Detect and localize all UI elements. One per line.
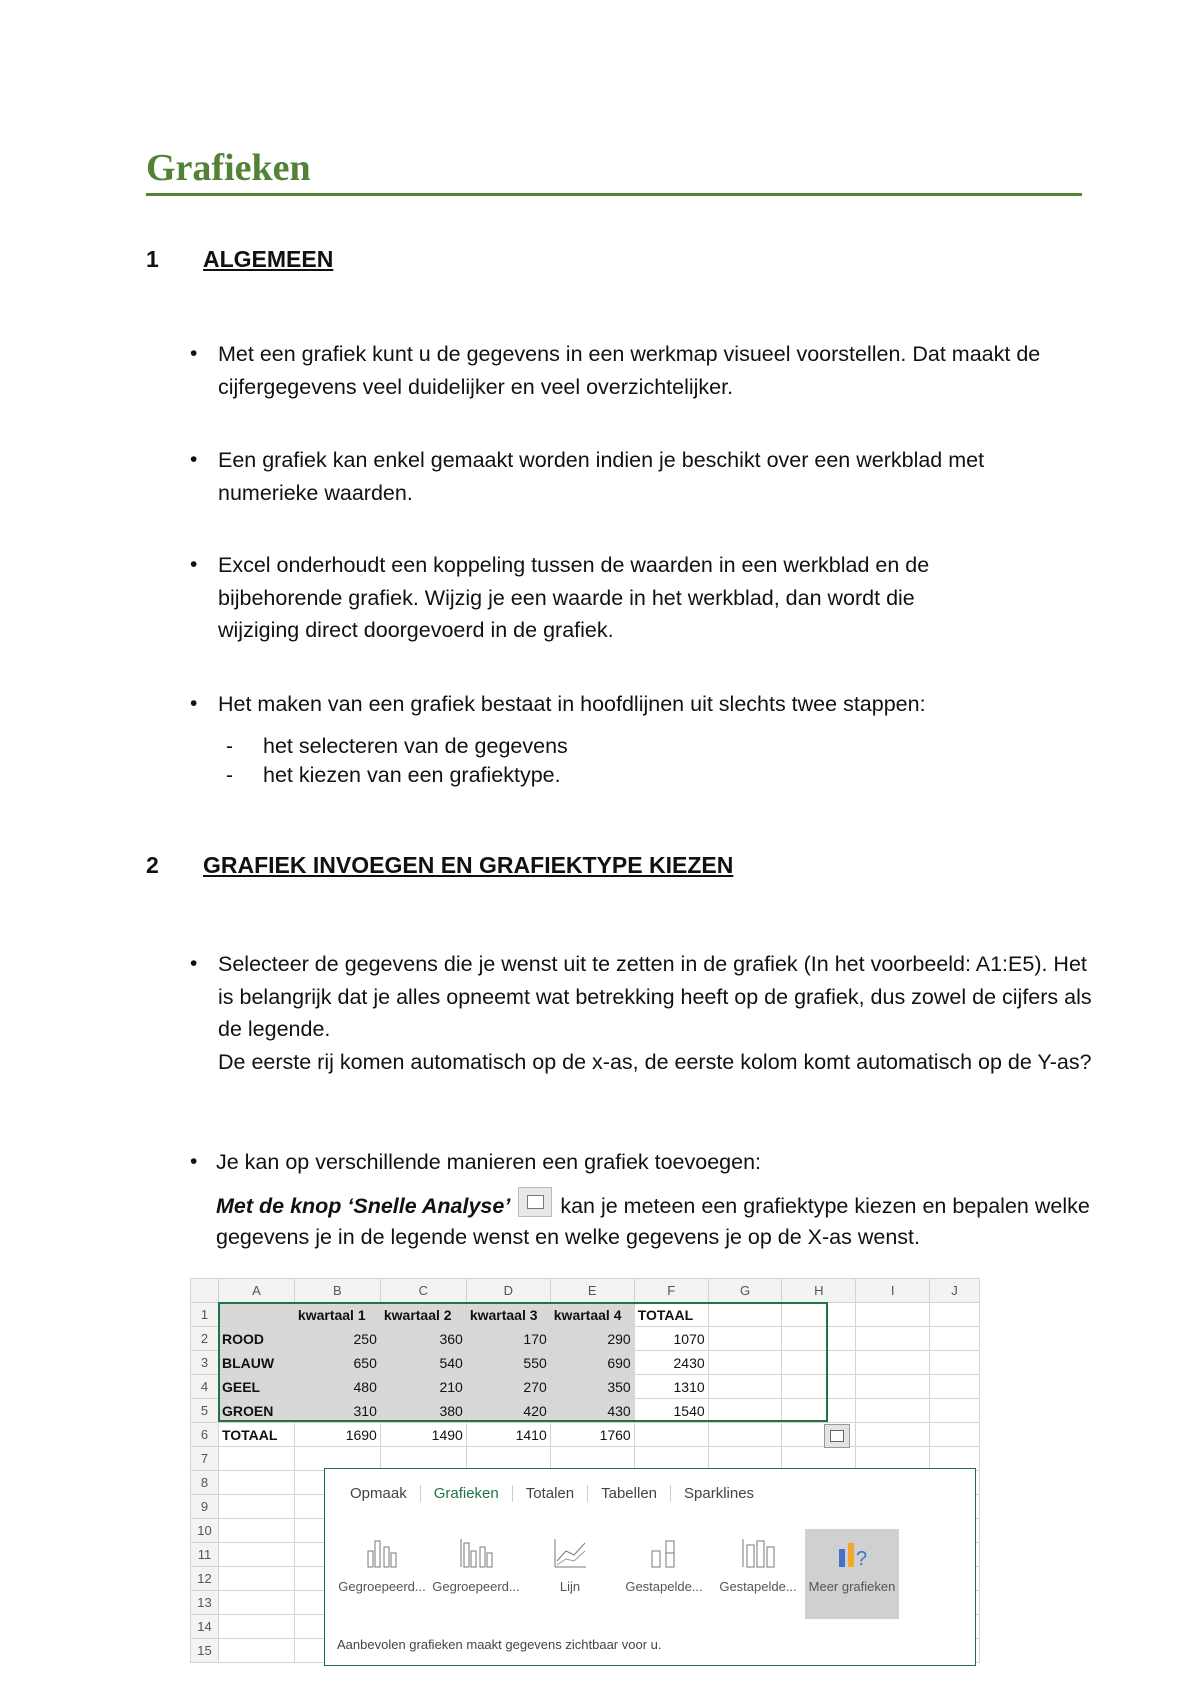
cell[interactable]: GEEL	[218, 1375, 294, 1399]
column-header[interactable]: F	[634, 1279, 708, 1303]
line-chart-icon	[552, 1537, 588, 1569]
row-header[interactable]: 15	[191, 1639, 219, 1663]
panel-footer: Aanbevolen grafieken maakt gegevens zichtbaar voor u.	[337, 1637, 662, 1652]
cell[interactable]: 480	[294, 1375, 380, 1399]
row-header[interactable]: 11	[191, 1543, 219, 1567]
chart-tiles	[335, 1529, 899, 1619]
clustered-bar-icon	[364, 1537, 400, 1569]
cell[interactable]: kwartaal 4	[550, 1303, 634, 1327]
column-header[interactable]: I	[856, 1279, 930, 1303]
column-header[interactable]: D	[466, 1279, 550, 1303]
row-header[interactable]: 3	[191, 1351, 219, 1375]
cell[interactable]: ROOD	[218, 1327, 294, 1351]
tile-label: Gegroepeerd...	[338, 1579, 426, 1594]
cell[interactable]: 270	[466, 1375, 550, 1399]
paragraph: Met een grafiek kunt u de gegevens in een werkmap visueel voorstellen. Dat maakt de cijfergegevens veel duidelijker en veel overzichtelijker.	[218, 342, 1041, 399]
cell[interactable]: 540	[380, 1351, 466, 1375]
chart-tile-line[interactable]	[523, 1529, 617, 1619]
stacked-column-100-icon	[740, 1537, 776, 1569]
cell[interactable]: 420	[466, 1399, 550, 1423]
bullet-icon: •	[190, 553, 198, 576]
chart-tile-stacked-2[interactable]	[711, 1529, 805, 1619]
cell[interactable]: 250	[294, 1327, 380, 1351]
tab-grafieken[interactable]: Grafieken	[421, 1485, 513, 1502]
cell[interactable]	[930, 1303, 980, 1327]
column-header[interactable]: B	[294, 1279, 380, 1303]
row-header[interactable]: 4	[191, 1375, 219, 1399]
spreadsheet-screenshot	[190, 1278, 980, 1668]
column-header[interactable]: J	[930, 1279, 980, 1303]
cell[interactable]: 350	[550, 1375, 634, 1399]
column-header[interactable]: G	[708, 1279, 782, 1303]
cell[interactable]: 1310	[634, 1375, 708, 1399]
row-header[interactable]: 5	[191, 1399, 219, 1423]
cell[interactable]	[930, 1351, 980, 1375]
cell[interactable]	[856, 1375, 930, 1399]
selection-border	[218, 1302, 828, 1422]
section-number: 2	[146, 852, 159, 878]
cell[interactable]	[634, 1423, 708, 1447]
cell[interactable]: kwartaal 2	[380, 1303, 466, 1327]
column-header[interactable]: A	[218, 1279, 294, 1303]
cell[interactable]	[856, 1399, 930, 1423]
cell[interactable]: 2430	[634, 1351, 708, 1375]
row-header[interactable]: 12	[191, 1567, 219, 1591]
section-2-heading	[146, 852, 733, 879]
tile-label: Gegroepeerd...	[432, 1579, 520, 1594]
tile-label: Meer grafieken	[808, 1579, 896, 1594]
row-header[interactable]: 2	[191, 1327, 219, 1351]
more-charts-icon	[834, 1537, 870, 1569]
cell[interactable]: GROEN	[218, 1399, 294, 1423]
row-header[interactable]: 7	[191, 1447, 219, 1471]
paragraph: Excel onderhoudt een koppeling tussen de waarden in een werkblad en de bijbehorende grafiek. Wijzig je een waarde in het werkblad, dan wordt die wijziging direct doorgevoerd in de grafiek.	[218, 553, 930, 642]
cell[interactable]	[856, 1303, 930, 1327]
tile-label: Gestapelde...	[719, 1579, 797, 1594]
tile-label: Lijn	[559, 1579, 581, 1594]
dash-icon: -	[226, 764, 233, 787]
cell[interactable]: BLAUW	[218, 1351, 294, 1375]
cell[interactable]: 550	[466, 1351, 550, 1375]
bullet-icon: •	[190, 1150, 198, 1173]
cell[interactable]: 1760	[550, 1423, 634, 1447]
section-title: ALGEMEEN	[203, 246, 334, 272]
paragraph: Een grafiek kan enkel gemaakt worden indien je beschikt over een werkblad met numerieke waarden.	[218, 448, 985, 505]
section-title: GRAFIEK INVOEGEN EN GRAFIEKTYPE KIEZEN	[203, 852, 734, 878]
stacked-column-icon	[646, 1537, 682, 1569]
cell[interactable]: 1410	[466, 1423, 550, 1447]
column-header[interactable]: E	[550, 1279, 634, 1303]
bullet-icon: •	[190, 692, 198, 715]
quick-analysis-panel	[324, 1468, 976, 1666]
cell[interactable]	[930, 1375, 980, 1399]
paragraph-line: Je kan op verschillende manieren een grafiek toevoegen:	[216, 1150, 762, 1174]
cell[interactable]: 650	[294, 1351, 380, 1375]
cell[interactable]	[856, 1351, 930, 1375]
cell[interactable]: TOTAAL	[634, 1303, 708, 1327]
bullet-icon: •	[190, 952, 198, 975]
chart-tile-clustered-2[interactable]	[429, 1529, 523, 1619]
cell[interactable]: 690	[550, 1351, 634, 1375]
cell[interactable]	[708, 1423, 782, 1447]
cell[interactable]: 1540	[634, 1399, 708, 1423]
row-header[interactable]: 1	[191, 1303, 219, 1327]
bullet-icon: •	[190, 448, 198, 471]
quick-analysis-button[interactable]	[824, 1424, 850, 1448]
tab-opmaak[interactable]: Opmaak	[337, 1485, 421, 1502]
paragraph-line: Selecteer de gegevens die je wenst uit te zetten in de grafiek (In het voorbeeld: A1:E5). Het is belangrijk dat je alles opneemt wat betrekking heeft op de grafiek, dus zowel de cijfers als de legende.	[218, 952, 1092, 1041]
tab-sparklines[interactable]: Sparklines	[684, 1485, 755, 1502]
corner-cell[interactable]	[191, 1279, 219, 1303]
row-header[interactable]: 9	[191, 1495, 219, 1519]
column-header[interactable]: C	[380, 1279, 466, 1303]
cell[interactable]	[930, 1423, 980, 1447]
row-header[interactable]: 8	[191, 1471, 219, 1495]
cell[interactable]: 290	[550, 1327, 634, 1351]
cell[interactable]: 1070	[634, 1327, 708, 1351]
clustered-column-icon	[458, 1537, 494, 1569]
cell[interactable]: kwartaal 3	[466, 1303, 550, 1327]
cell[interactable]: 360	[380, 1327, 466, 1351]
dash-icon: -	[226, 735, 233, 758]
row-header[interactable]: 10	[191, 1519, 219, 1543]
row-header[interactable]: 6	[191, 1423, 219, 1447]
cell[interactable]	[930, 1399, 980, 1423]
cell[interactable]: kwartaal 1	[294, 1303, 380, 1327]
cell[interactable]	[856, 1423, 930, 1447]
paragraph: Het maken van een grafiek bestaat in hoofdlijnen uit slechts twee stappen:	[218, 692, 926, 716]
cell[interactable]: 310	[294, 1399, 380, 1423]
cell[interactable]: 1690	[294, 1423, 380, 1447]
svg-text:?: ?	[856, 1548, 868, 1569]
bullet-icon: •	[190, 342, 198, 365]
cell[interactable]	[856, 1327, 930, 1351]
paragraph	[218, 948, 1098, 1078]
chart-tile-more-charts[interactable]	[805, 1529, 899, 1619]
step-item: het kiezen van een grafiektype.	[263, 763, 561, 787]
cell[interactable]: TOTAAL	[218, 1423, 294, 1447]
emphasis: Met de knop ‘Snelle Analyse’	[216, 1193, 511, 1218]
paragraph-text: kan je meteen een grafiektype kiezen en bepalen welke gegevens je in de legende wenst en welke gegevens je op de X-as wenst.	[216, 1193, 1090, 1249]
paragraph-line: De eerste rij komen automatisch op de x-as, de eerste kolom komt automatisch op de Y-as?	[218, 1049, 1092, 1074]
chart-tile-stacked-1[interactable]	[617, 1529, 711, 1619]
page-title: Grafieken	[146, 147, 311, 189]
quick-analysis-icon	[518, 1187, 552, 1217]
cell[interactable]: 430	[550, 1399, 634, 1423]
cell[interactable]: 210	[380, 1375, 466, 1399]
tab-tabellen[interactable]: Tabellen	[588, 1485, 671, 1502]
cell[interactable]: 1490	[380, 1423, 466, 1447]
tile-label: Gestapelde...	[625, 1579, 703, 1594]
row-header[interactable]: 13	[191, 1591, 219, 1615]
section-1-heading	[146, 246, 333, 273]
quick-analysis-tabs	[337, 1485, 767, 1502]
tab-totalen[interactable]: Totalen	[513, 1485, 588, 1502]
section-number: 1	[146, 246, 159, 272]
chart-tile-clustered-1[interactable]	[335, 1529, 429, 1619]
cell[interactable]	[930, 1327, 980, 1351]
cell[interactable]: 170	[466, 1327, 550, 1351]
cell[interactable]: 380	[380, 1399, 466, 1423]
title-rule	[146, 193, 1082, 196]
column-header[interactable]: H	[782, 1279, 856, 1303]
paragraph	[216, 1146, 1096, 1253]
step-item: het selecteren van de gegevens	[263, 734, 568, 758]
row-header[interactable]: 14	[191, 1615, 219, 1639]
